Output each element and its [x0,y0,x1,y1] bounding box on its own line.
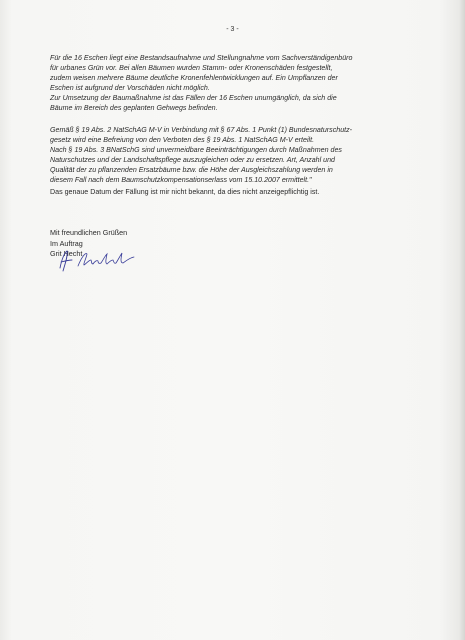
text-line: Das genaue Datum der Fällung ist mir nicht bekannt, da dies nicht anzeigepflichtig ist. [50,188,320,196]
page-number: - 3 - [226,26,239,33]
text-line: Bäume im Bereich des geplanten Gehwegs befinden. [50,104,218,112]
text-line: Eschen ist aufgrund der Vorschäden nicht möglich. [50,84,210,92]
text-line: zudem weisen mehrere Bäume deutliche Kronenfehlentwicklungen auf. Ein Umpflanzen der [50,74,338,82]
handwritten-signature [56,248,146,274]
paragraph-legal-basis [50,125,430,185]
closing-im-auftrag: Im Auftrag [50,238,83,248]
text-line: für urbanes Grün vor. Bei allen Bäumen wurden Stamm- oder Kronenschäden festgestellt, [50,64,333,72]
paragraph-esche-assessment [50,53,430,113]
paragraph-felling-date [50,187,430,197]
signer-name: Grit Hecht [50,249,83,258]
closing-greeting: Mit freundlichen Grüßen [50,228,128,237]
text-line: diesem Fall nach dem Baumschutzkompensationserlass vom 15.10.2007 ermittelt." [50,176,312,184]
text-line: Für die 16 Eschen liegt eine Bestandsaufnahme und Stellungnahme vom Sachverständigenbüro [50,54,353,62]
text-line: Gemäß § 19 Abs. 2 NatSchAG M-V in Verbindung mit § 67 Abs. 1 Punkt (1) Bundesnaturschutz- [50,126,353,134]
text-line: Qualität der zu pflanzenden Ersatzbäume bzw. die Höhe der Ausgleichszahlung werden in [50,166,333,174]
text-line: Zur Umsetzung der Baumaßnahme ist das Fällen der 16 Eschen unumgänglich, da sich die [50,94,337,102]
text-line: Nach § 19 Abs. 3 BNatSchG sind unvermeidbare Beeinträchtigungen durch Maßnahmen des [50,146,342,154]
page-edge-shadow [459,0,465,640]
text-line: Naturschutzes und der Landschaftspflege auszugleichen oder zu ersetzen. Art, Anzahl und [50,156,335,164]
text-line: gesetz wird eine Befreiung von den Verboten des § 19 Abs. 1 NatSchAG M-V erteilt. [50,136,315,144]
